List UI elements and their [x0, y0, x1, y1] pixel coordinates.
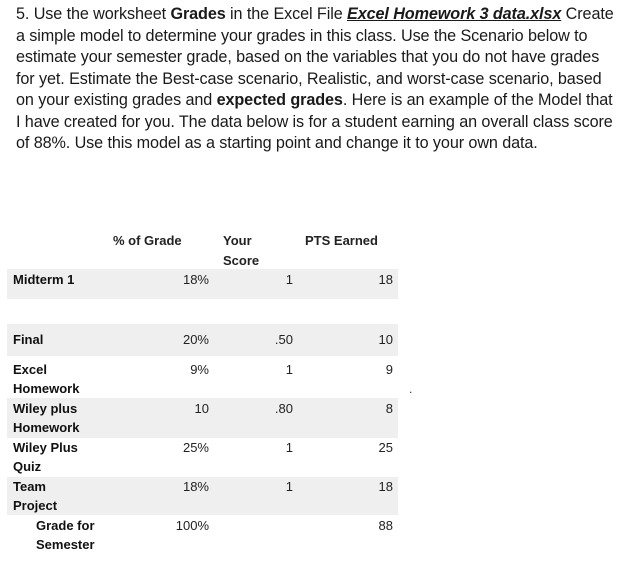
- total-label: Grade for: [36, 518, 95, 533]
- row-label: Midterm 1: [13, 272, 75, 287]
- row-label-line2: Homework: [13, 420, 80, 435]
- text-segment: 5. Use the worksheet: [16, 5, 171, 23]
- total-pct-value: 100%: [175, 518, 209, 533]
- pts-value: 25: [378, 440, 393, 455]
- text-segment: . Here is an example of the Model that I have created for you. The data below is for a student earning an overall class score of 88%. Use this model as a starting point and change it to your own data.: [16, 91, 613, 152]
- score-value: 1: [285, 479, 293, 494]
- table-row: [7, 477, 398, 515]
- score-value: .50: [274, 332, 293, 347]
- pts-value: 8: [385, 401, 393, 416]
- header-your-score-line1: Your: [223, 233, 252, 248]
- pts-value: 9: [385, 362, 393, 377]
- header-pts-earned: PTS Earned: [305, 233, 378, 248]
- score-value: 1: [285, 440, 293, 455]
- row-label: Excel: [13, 362, 47, 377]
- row-label: Team: [13, 479, 46, 494]
- score-value: 1: [285, 272, 293, 287]
- header-your-score-line2: Score: [223, 253, 260, 268]
- header-pct-of-grade: % of Grade: [113, 233, 182, 248]
- score-value: .80: [274, 401, 293, 416]
- pct-value: 25%: [182, 440, 209, 455]
- total-pts-value: 88: [378, 518, 393, 533]
- table-row: [7, 358, 398, 398]
- total-label-line2: Semester: [36, 537, 95, 552]
- row-label-line2: Homework: [13, 381, 80, 396]
- table-row: [7, 398, 398, 438]
- text-segment: in the Excel File: [225, 5, 348, 23]
- table-row: [7, 437, 398, 477]
- pct-value: 9%: [190, 362, 209, 377]
- row-label-line2: Project: [13, 498, 58, 513]
- score-value: 1: [285, 362, 293, 377]
- pct-value: 10: [194, 401, 209, 416]
- row-label: Final: [13, 332, 44, 347]
- pct-value: 18%: [182, 479, 209, 494]
- pct-value: 18%: [182, 272, 209, 287]
- row-label: Wiley plus: [13, 401, 78, 416]
- pts-value: 18: [378, 272, 393, 287]
- stray-mark: .: [409, 382, 413, 396]
- row-label: Wiley Plus: [13, 440, 78, 455]
- pct-value: 20%: [182, 332, 209, 347]
- table-row: [7, 324, 398, 356]
- table-row: [7, 269, 398, 299]
- total-row: [7, 515, 398, 557]
- pts-value: 10: [378, 332, 393, 347]
- pts-value: 18: [378, 479, 393, 494]
- row-label-line2: Quiz: [13, 459, 42, 474]
- text-segment: Create a simple model to determine your grades in this class. Use the Scenario below to estimate your semester grade, based on the variables that you do not have grades for yet. Estimate the Best-case scenario, Realistic, and worst-case scenario, based on your existing grades and: [16, 5, 614, 109]
- worksheet-name: Grades: [170, 5, 226, 23]
- expected-grades-emphasis: expected grades: [216, 91, 343, 109]
- file-name: Excel Homework 3 data.xlsx: [347, 5, 562, 23]
